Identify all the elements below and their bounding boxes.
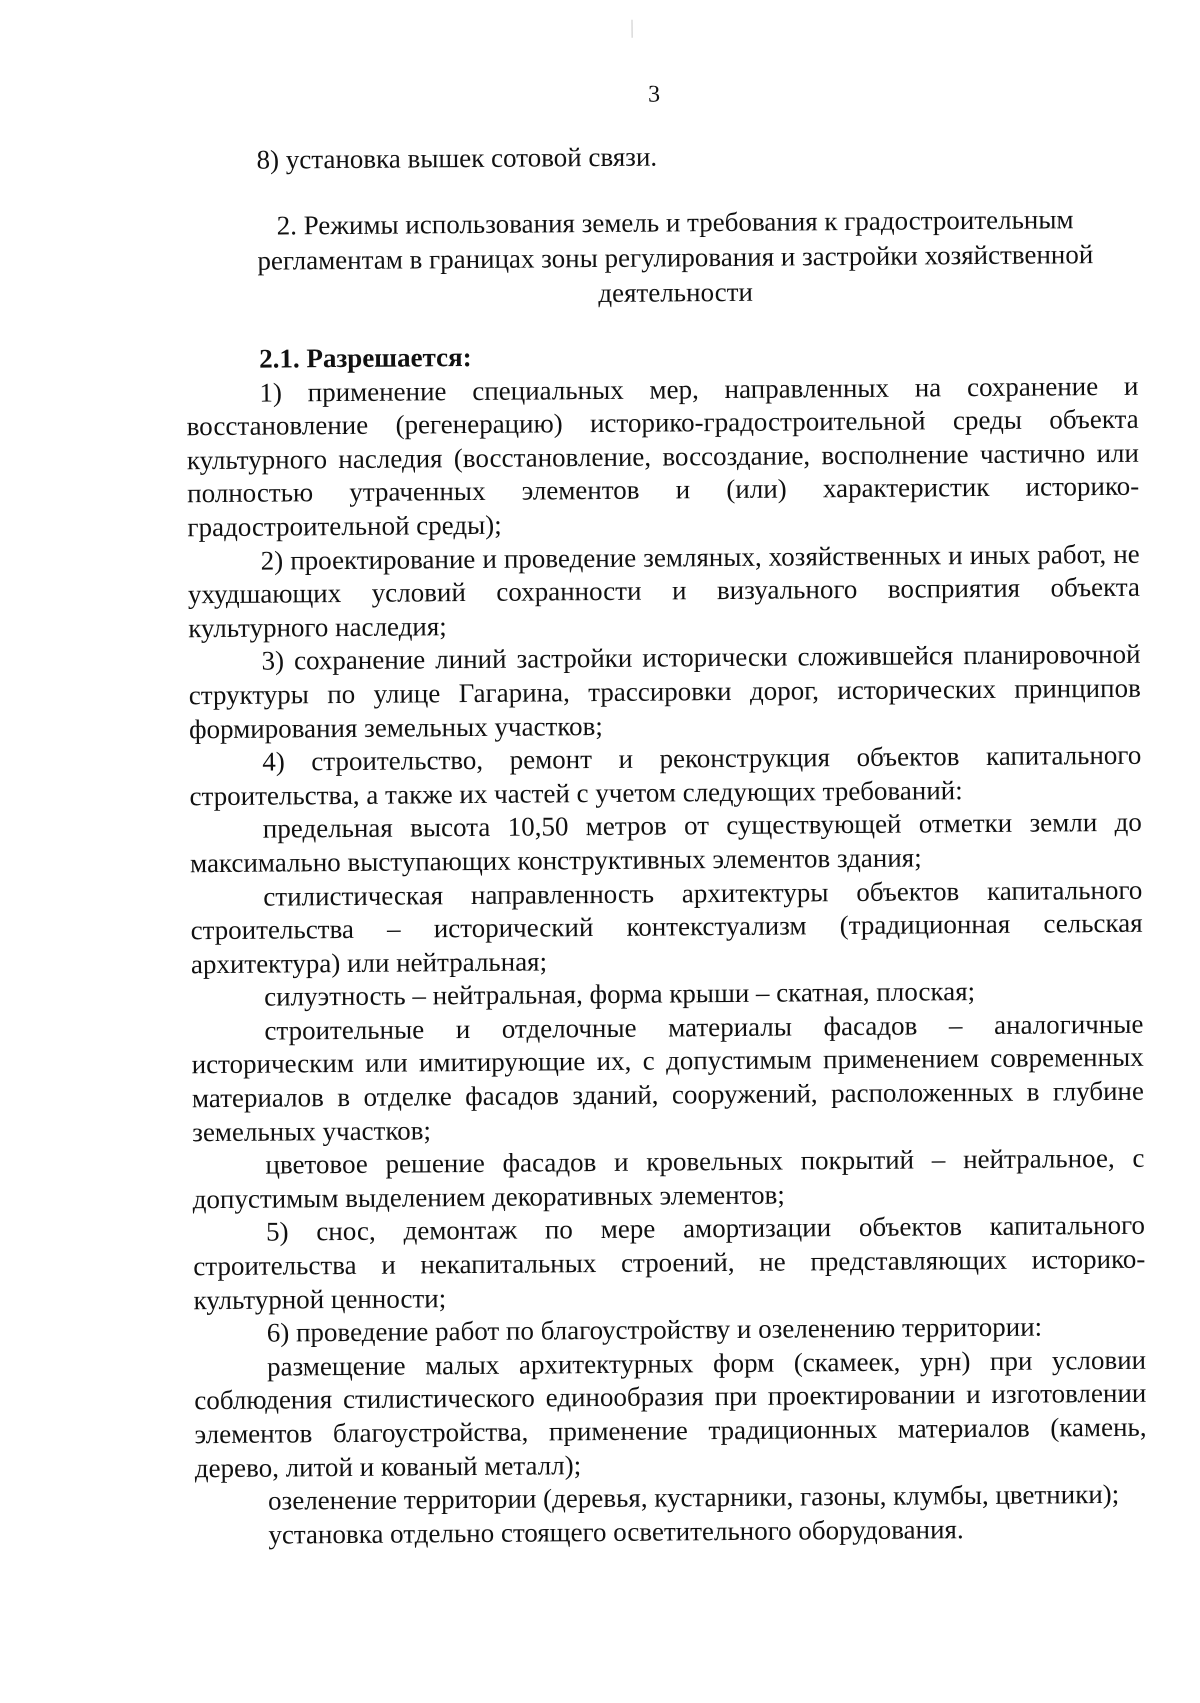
paragraph-requirement: силуэтность – нейтральная, форма крыши – скатная, плоская; — [264, 976, 976, 1012]
section-heading-line: деятельности — [598, 276, 754, 308]
section-heading — [195, 202, 1156, 315]
paragraph-measure-6: 6) проведение работ по благоустройству и озеленению территории: — [266, 1311, 1043, 1348]
paragraph-requirement: строительные и отделочные материалы фасадов – аналогичные историческим или имитирующие их, с допустимым применением современных материалов в отделке фасадов зданий, сооружений, расположенных в глубине земельных участков; — [191, 1008, 1145, 1147]
section-body — [186, 336, 1147, 1553]
section-heading-line: 2. Режимы использования земель и требования к градостроительным — [276, 204, 1074, 241]
paragraph-measure-5: 5) снос, демонтаж по мере амортизации объектов капитального строительства и некапитальных строений, не представляющих историко-культурной ценности; — [193, 1210, 1146, 1315]
page-number: 3 — [647, 81, 661, 108]
section-heading-line: регламентам в границах зоны регулирования и застройки хозяйственной — [257, 239, 1094, 276]
paragraph-measure-3: 3) сохранение линий застройки исторически сложившейся планировочной структуры по улице Гагарина, трассировки дорог, исторических принципов формирования земельных участков; — [188, 639, 1141, 744]
paragraph-measure-1: 1) применение специальных мер, направленных на сохранение и восстановление (регенерацию) историко-градостроительной среды объекта культурного наследия (восстановление, воссоздание, восполнение частично или полностью утраченных элементов и (или) характеристик историко-градостроительной среды); — [186, 370, 1140, 543]
subsection-title: 2.1. Разрешается: — [259, 341, 472, 374]
paragraph-requirement: установка отдельно стоящего осветительного оборудования. — [268, 1513, 964, 1550]
paragraph-measure-4: 4) строительство, ремонт и реконструкция объектов капитального строительства, а также их частей с учетом следующих требований: — [189, 739, 1142, 811]
scan-mark — [631, 20, 632, 38]
list-item-8: 8) установка вышек сотовой связи. — [256, 141, 658, 175]
paragraph-requirement: размещение малых архитектурных форм (скамеек, урн) при условии соблюдения стилистического единообразия при проектировании и изготовлении элементов благоустройства, применение традиционных материалов (камень, дерево, литой и кованый металл); — [194, 1344, 1147, 1483]
paragraph-requirement: стилистическая направленность архитектуры объектов капитального строительства – исторический контекстуализм (традиционная сельская архитектура) или нейтральная; — [190, 874, 1143, 979]
paragraph-requirement: предельная высота 10,50 метров от существующей отметки земли до максимально выступающих конструктивных элементов здания; — [189, 807, 1142, 879]
paragraph-measure-2: 2) проектирование и проведение земляных, хозяйственных и иных работ, не ухудшающих условий сохранности и визуального восприятия объекта культурного наследия; — [187, 538, 1141, 643]
paragraph-requirement: цветовое решение фасадов и кровельных покрытий – нейтральное, с допустимым выделением декоративных элементов; — [192, 1142, 1145, 1215]
paragraph-requirement: озеленение территории (деревья, кустарники, газоны, клумбы, цветники); — [267, 1479, 1120, 1516]
